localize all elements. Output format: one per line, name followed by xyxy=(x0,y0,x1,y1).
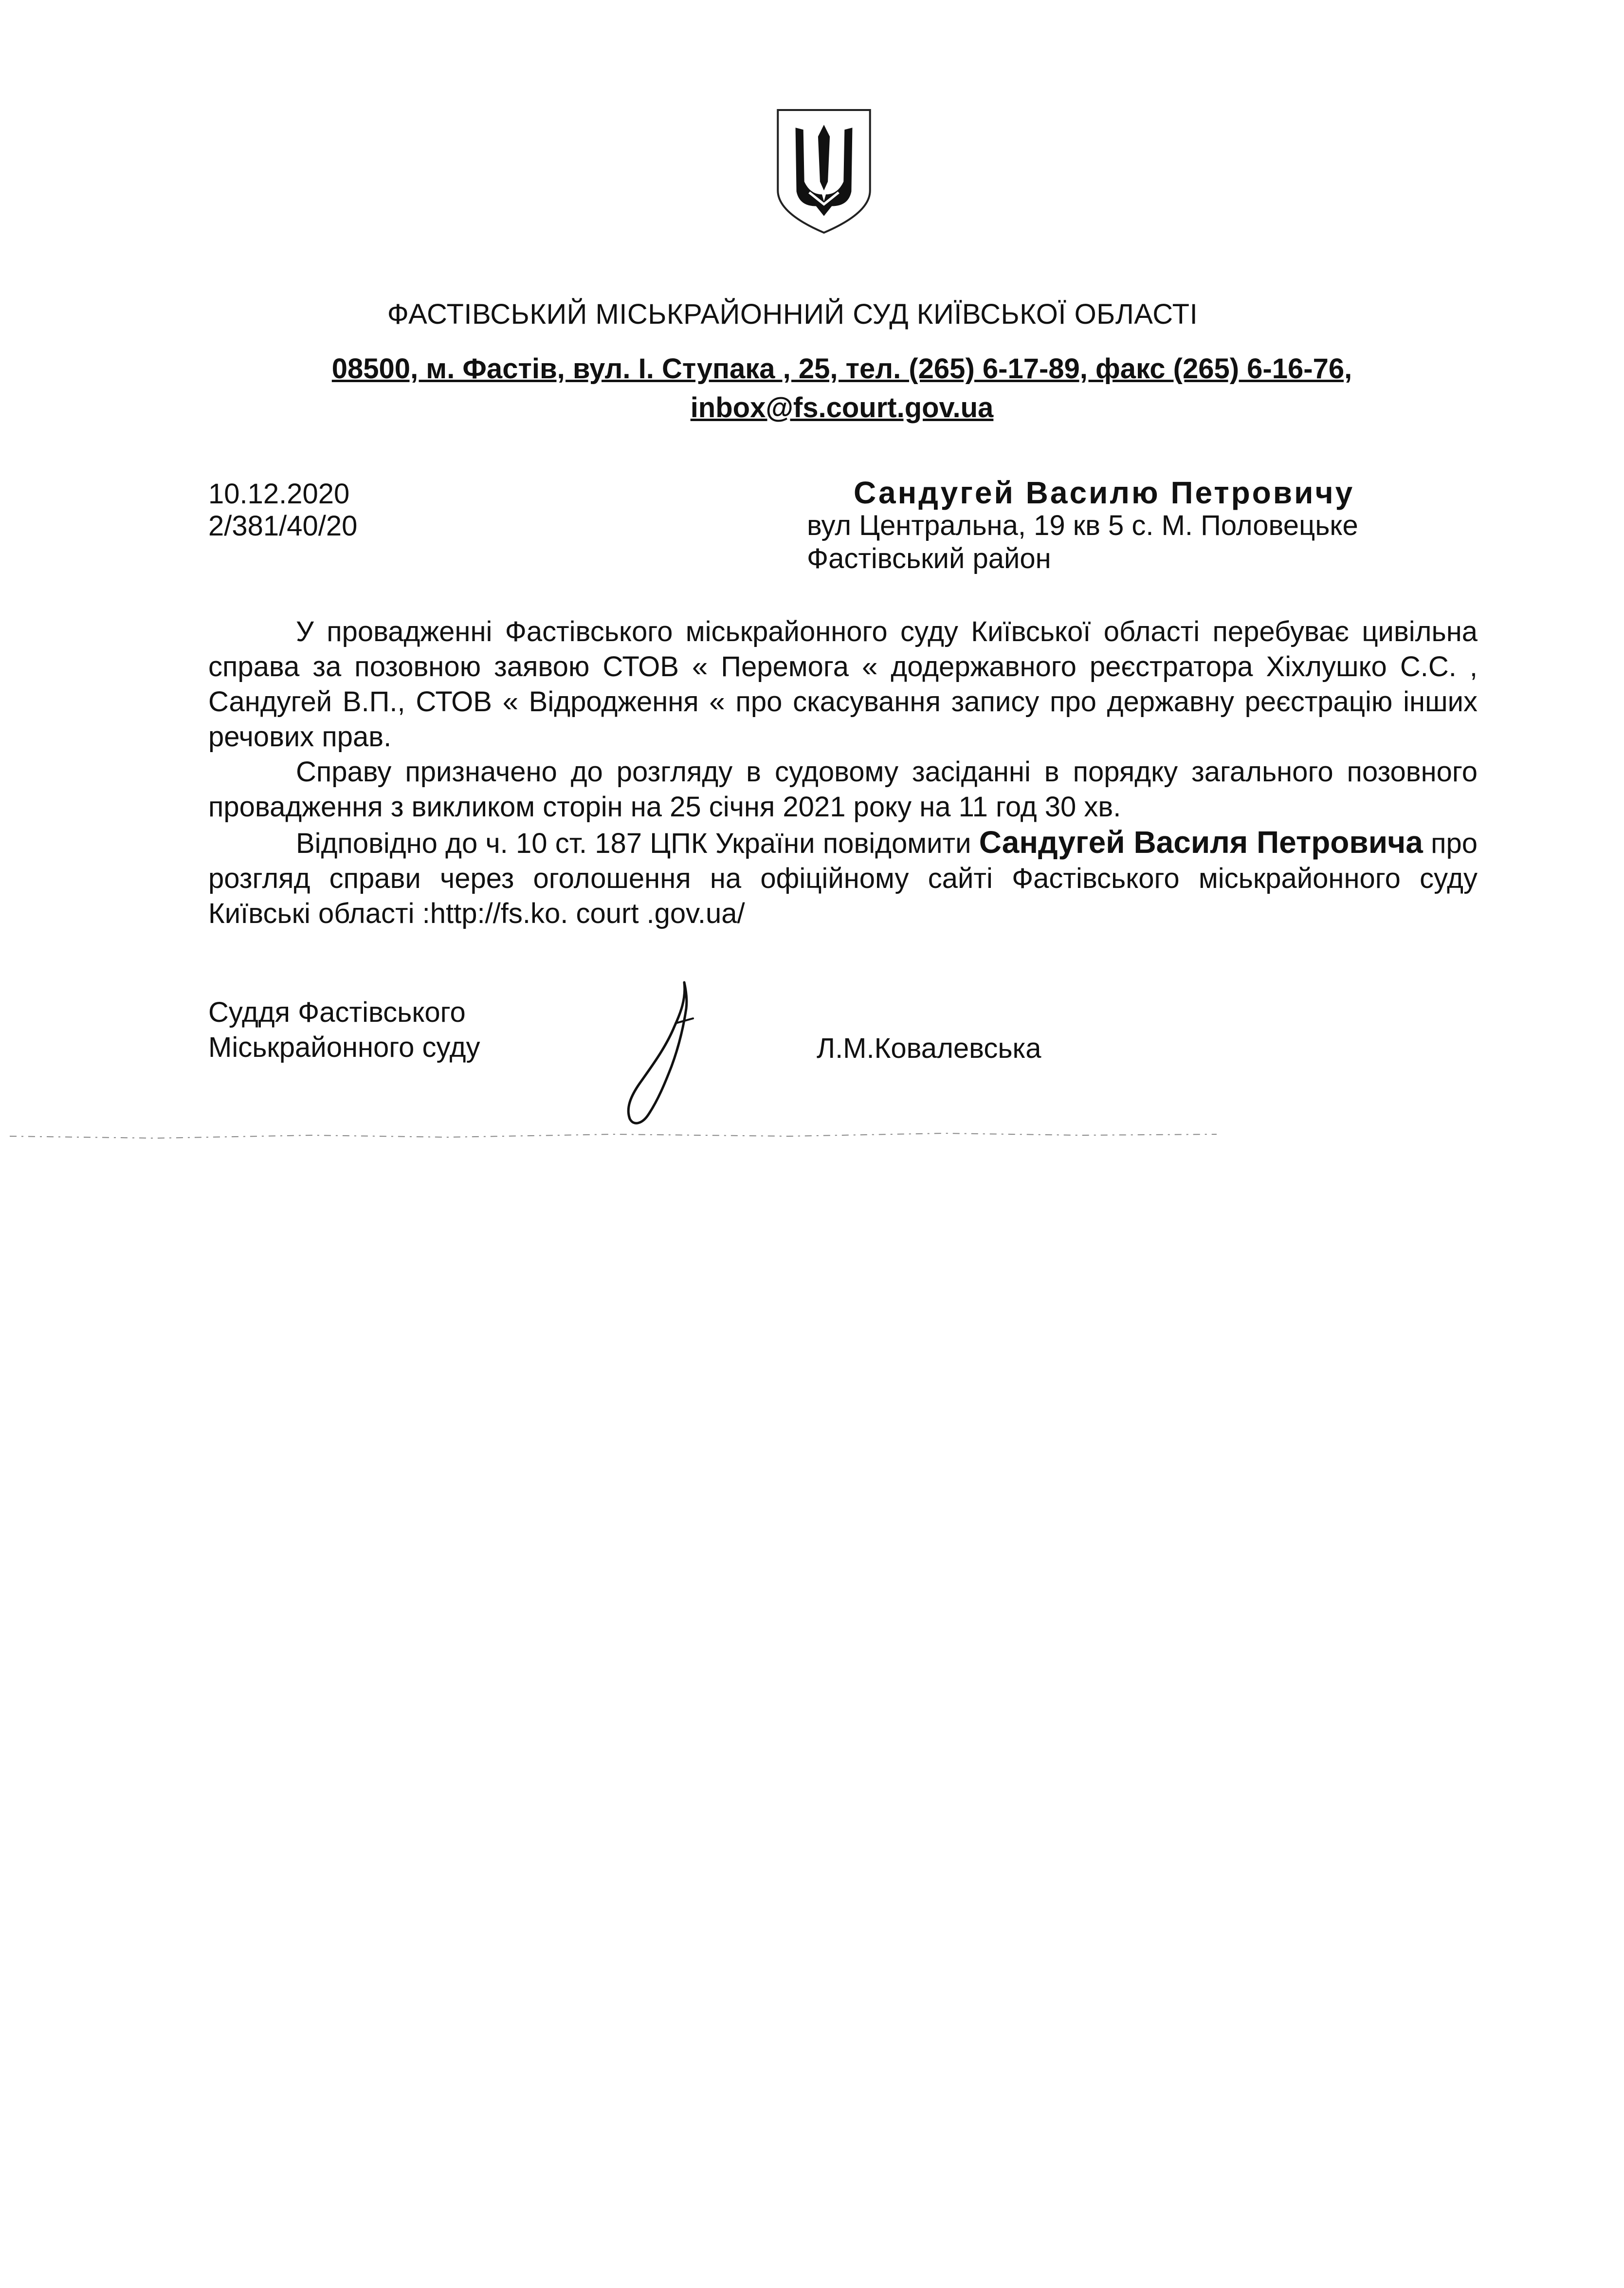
ukraine-trident-icon xyxy=(775,108,873,236)
recipient-name: Сандугей Василю Петровичу xyxy=(854,475,1355,510)
court-contact-details xyxy=(273,350,1411,427)
notice-text-start: Відповідно до ч. 10 ст. 187 ЦПК України повідомити xyxy=(296,828,971,859)
court-email: inbox@fs.court.gov.ua xyxy=(690,392,994,424)
court-address-line: 08500, м. Фастів, вул. І. Ступака , 25, тел. (265) 6-17-89, факс (265) 6-16-76, xyxy=(331,353,1352,385)
letter-date: 10.12.2020 xyxy=(208,478,350,510)
recipient-block xyxy=(807,476,1358,575)
notice-text-end: про розгляд справи через оголошення на офіційному сайті Фастівського міськрайонного суду Київські області :http://fs.ko. court .gov.ua/ xyxy=(208,828,1478,929)
judge-title-line2: Міськрайонного суду xyxy=(208,1032,480,1063)
body-paragraph-hearing: Справу призначено до розгляду в судовому засіданні в порядку загального позовного провадження з викликом сторін на 25 січня 2021 року на 11 год 30 хв. xyxy=(208,756,1478,823)
recipient-district: Фастівський район xyxy=(807,543,1051,574)
judge-title-line1: Суддя Фастівського xyxy=(208,996,466,1028)
court-name-heading: ФАСТІВСЬКИЙ МІСЬКРАЙОННИЙ СУД КИЇВСЬКОЇ ОБЛАСТІ xyxy=(387,298,1198,330)
letter-body xyxy=(208,614,1478,931)
judge-title xyxy=(208,995,480,1065)
scan-artifact-divider xyxy=(10,1129,1217,1144)
recipient-address: вул Центральна, 19 кв 5 с. М. Половецьке xyxy=(807,510,1358,541)
judge-name: Л.М.Ковалевська xyxy=(817,1033,1041,1064)
letter-meta xyxy=(208,478,357,542)
handwritten-signature xyxy=(607,979,705,1135)
notice-recipient-name: Сандугей Василя Петровича xyxy=(979,825,1423,860)
body-paragraph-notice xyxy=(208,825,1478,931)
body-paragraph-case: У провадженні Фастівського міськрайонного суду Київської області перебуває цивільна справа за позовною заявою СТОВ « Перемога « додержавного реєстратора Хіхлушко С.С. , Сандугей В.П., СТОВ « Відродження « про скасування запису про державну реєстрацію інших речових прав. xyxy=(208,616,1478,753)
case-number: 2/381/40/20 xyxy=(208,510,358,542)
